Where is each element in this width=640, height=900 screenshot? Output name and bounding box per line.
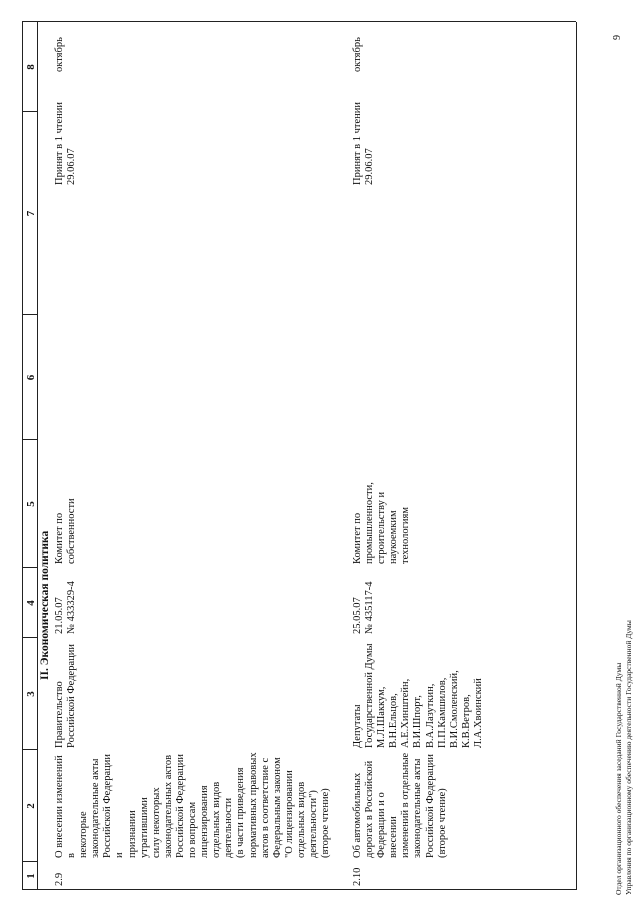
footer-line-1: Отдел организационного обеспечения заседаний Государственной Думы <box>614 662 623 895</box>
row-committee: Комитет по собственности <box>54 498 78 564</box>
page-number: 9 <box>612 35 623 40</box>
row-title: О внесении изменений в некоторые законодательные акты Российской Федерации и признании утратившими силу некоторых законодательных актов Российской Федерации по вопросам лицензирования отдельных видов деятельности (в части приведения нормативных правовых актов в соответствие с Федеральным законом "О лицензировании отдельных видов деятельности") (второе чтение) <box>54 752 332 858</box>
column-number-2: 2 <box>25 803 37 809</box>
row-status: Принят в 1 чтении 29.06.07 <box>54 102 78 185</box>
column-number-3: 3 <box>25 691 37 697</box>
column-number-7: 7 <box>25 210 37 217</box>
row-month: октябрь <box>352 37 363 72</box>
column-number-5: 5 <box>25 501 37 507</box>
row-number: 2.10 <box>352 867 363 886</box>
row-committee: Комитет по промышленности, строительству и наукоемким технологиям <box>352 482 412 564</box>
column-number-1: 1 <box>25 873 37 879</box>
column-number-6: 6 <box>25 374 37 381</box>
row-status: Принят в 1 чтении 29.06.07 <box>352 102 376 185</box>
column-number-4: 4 <box>25 600 37 606</box>
row-date-number: 21.05.07 № 433329-4 <box>54 581 78 634</box>
row-month: октябрь <box>54 37 65 72</box>
footer-line-2: Управления по организационному обеспечению деятельности Государственной Думы <box>624 620 633 895</box>
row-initiator: Правительство Российской Федерации <box>54 644 78 748</box>
row-initiator: Депутаты Государственной Думы М.Л.Шаккум, В.Н.Ельцов, А.Е.Хинштейн, В.И.Шпорт, В.А.Лазуткин, П.П.Камшилов, В.И.Смоленский, К.В.Ветров, Л.А.Хвоинский <box>352 643 484 748</box>
row-date-number: 25.05.07 № 435117-4 <box>352 581 376 634</box>
column-number-8: 8 <box>25 64 37 70</box>
row-title: Об автомобильных дорогах в Российской Федерации и о внесении изменений в отдельные законодательные акты Российской Федерации (второе чтение) <box>352 752 448 858</box>
section-title: II. Экономическая политика <box>39 530 51 680</box>
row-number: 2.9 <box>54 872 65 886</box>
